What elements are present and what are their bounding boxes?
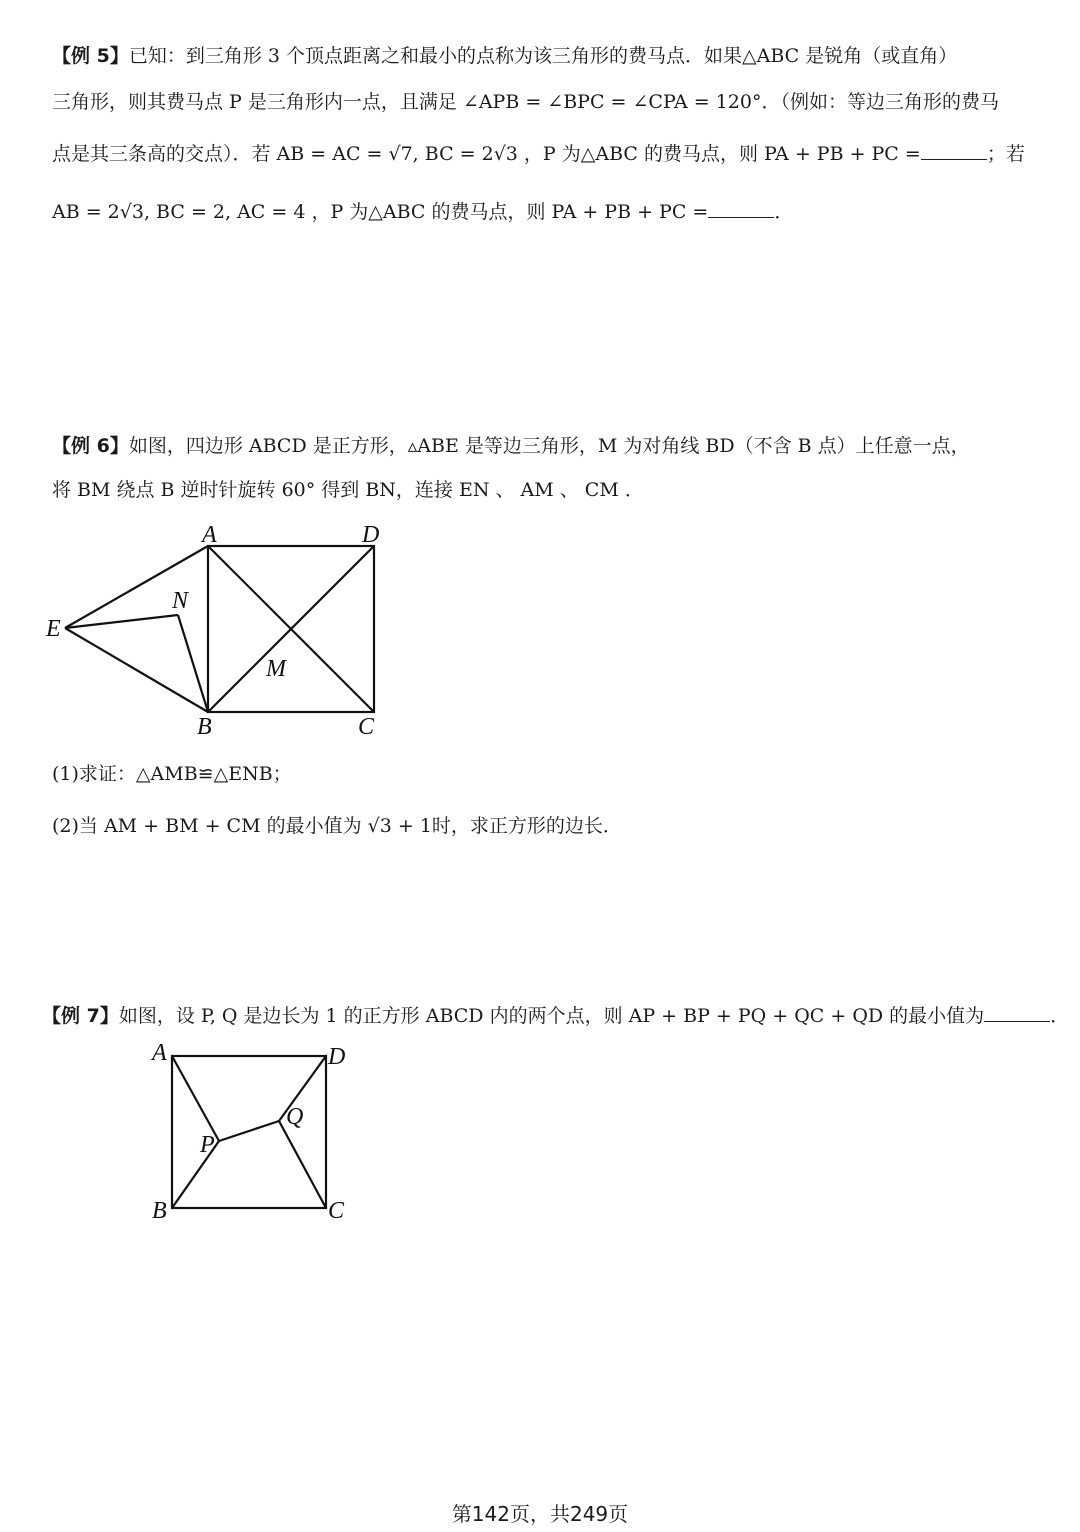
- ex5-line-4: [52, 198, 793, 226]
- label-n: N: [172, 588, 189, 614]
- label-m: M: [266, 656, 286, 682]
- ex6-text-1: 如图，四边形 ABCD 是正方形，▵ABE 是等边三角形，M 为对角线 BD（不含 B 点）上任意一点，: [128, 435, 970, 457]
- ex5-tag: 【例 5】: [52, 45, 129, 67]
- ex5-line-1: [52, 42, 957, 70]
- segment-en: [65, 615, 178, 628]
- ex5-text-4b: ．: [774, 201, 794, 223]
- label-c: C: [358, 714, 375, 740]
- ex7-line-1: [42, 1002, 1069, 1030]
- segment-ea: [65, 546, 208, 628]
- label-c: C: [328, 1198, 345, 1224]
- ex6-question-2: [52, 812, 622, 840]
- page-footer: 第142页，共249页: [451, 1502, 629, 1526]
- ex6-q1: (1)求证：△AMB≌△ENB；: [52, 763, 292, 785]
- ex5-blank-2: [708, 201, 774, 218]
- ex5-text-4: AB = 2√3, BC = 2, AC = 4 ，P 为△ABC 的费马点，则 PA + PB + PC =: [52, 201, 709, 223]
- ex5-text-2: 三角形，则其费马点 P 是三角形内一点，且满足 ∠APB = ∠BPC = ∠CPA = 120°．（例如：等边三角形的费马: [52, 91, 999, 113]
- ex6-q2: (2)当 AM + BM + CM 的最小值为 √3 + 1时，求正方形的边长．: [52, 815, 622, 837]
- label-a: A: [202, 522, 217, 548]
- label-p: P: [200, 1132, 215, 1158]
- label-a: A: [152, 1040, 167, 1066]
- segment-qc: [279, 1121, 326, 1208]
- ex5-blank-1: [921, 143, 987, 160]
- ex6-geometry-diagram: [40, 518, 400, 740]
- ex6-tag: 【例 6】: [52, 435, 129, 457]
- label-d: D: [328, 1044, 346, 1070]
- ex6-figure: [40, 518, 400, 744]
- ex5-text-3b: ；若: [986, 143, 1025, 165]
- ex6-text-2: 将 BM 绕点 B 逆时针旋转 60° 得到 BN，连接 EN 、 AM 、 CM ．: [52, 479, 644, 501]
- ex5-line-3: [52, 140, 1025, 168]
- ex7-blank: [984, 1005, 1050, 1022]
- label-e: E: [46, 616, 61, 642]
- label-b: B: [152, 1198, 167, 1224]
- segment-ap: [172, 1056, 219, 1141]
- ex7-tag: 【例 7】: [42, 1005, 119, 1027]
- label-d: D: [362, 522, 380, 548]
- ex6-line-1: [52, 432, 970, 460]
- ex6-line-2: [52, 476, 644, 504]
- segment-pq: [219, 1121, 279, 1141]
- label-q: Q: [286, 1104, 304, 1130]
- ex6-question-1: [52, 760, 292, 788]
- ex5-line-2: [52, 88, 999, 116]
- ex5-text-3: 点是其三条高的交点）．若 AB = AC = √7, BC = 2√3 ，P 为△ABC 的费马点，则 PA + PB + PC =: [52, 143, 921, 165]
- ex7-figure: [140, 1038, 370, 1228]
- ex7-text-1: 如图，设 P, Q 是边长为 1 的正方形 ABCD 内的两个点，则 AP + BP + PQ + QC + QD 的最小值为: [118, 1005, 985, 1027]
- label-b: B: [197, 714, 212, 740]
- ex7-geometry-diagram: [140, 1038, 370, 1224]
- ex5-text-1: 已知：到三角形 3 个顶点距离之和最小的点称为该三角形的费马点．如果△ABC 是锐角（或直角）: [128, 45, 958, 67]
- ex7-text-1b: ．: [1050, 1005, 1070, 1027]
